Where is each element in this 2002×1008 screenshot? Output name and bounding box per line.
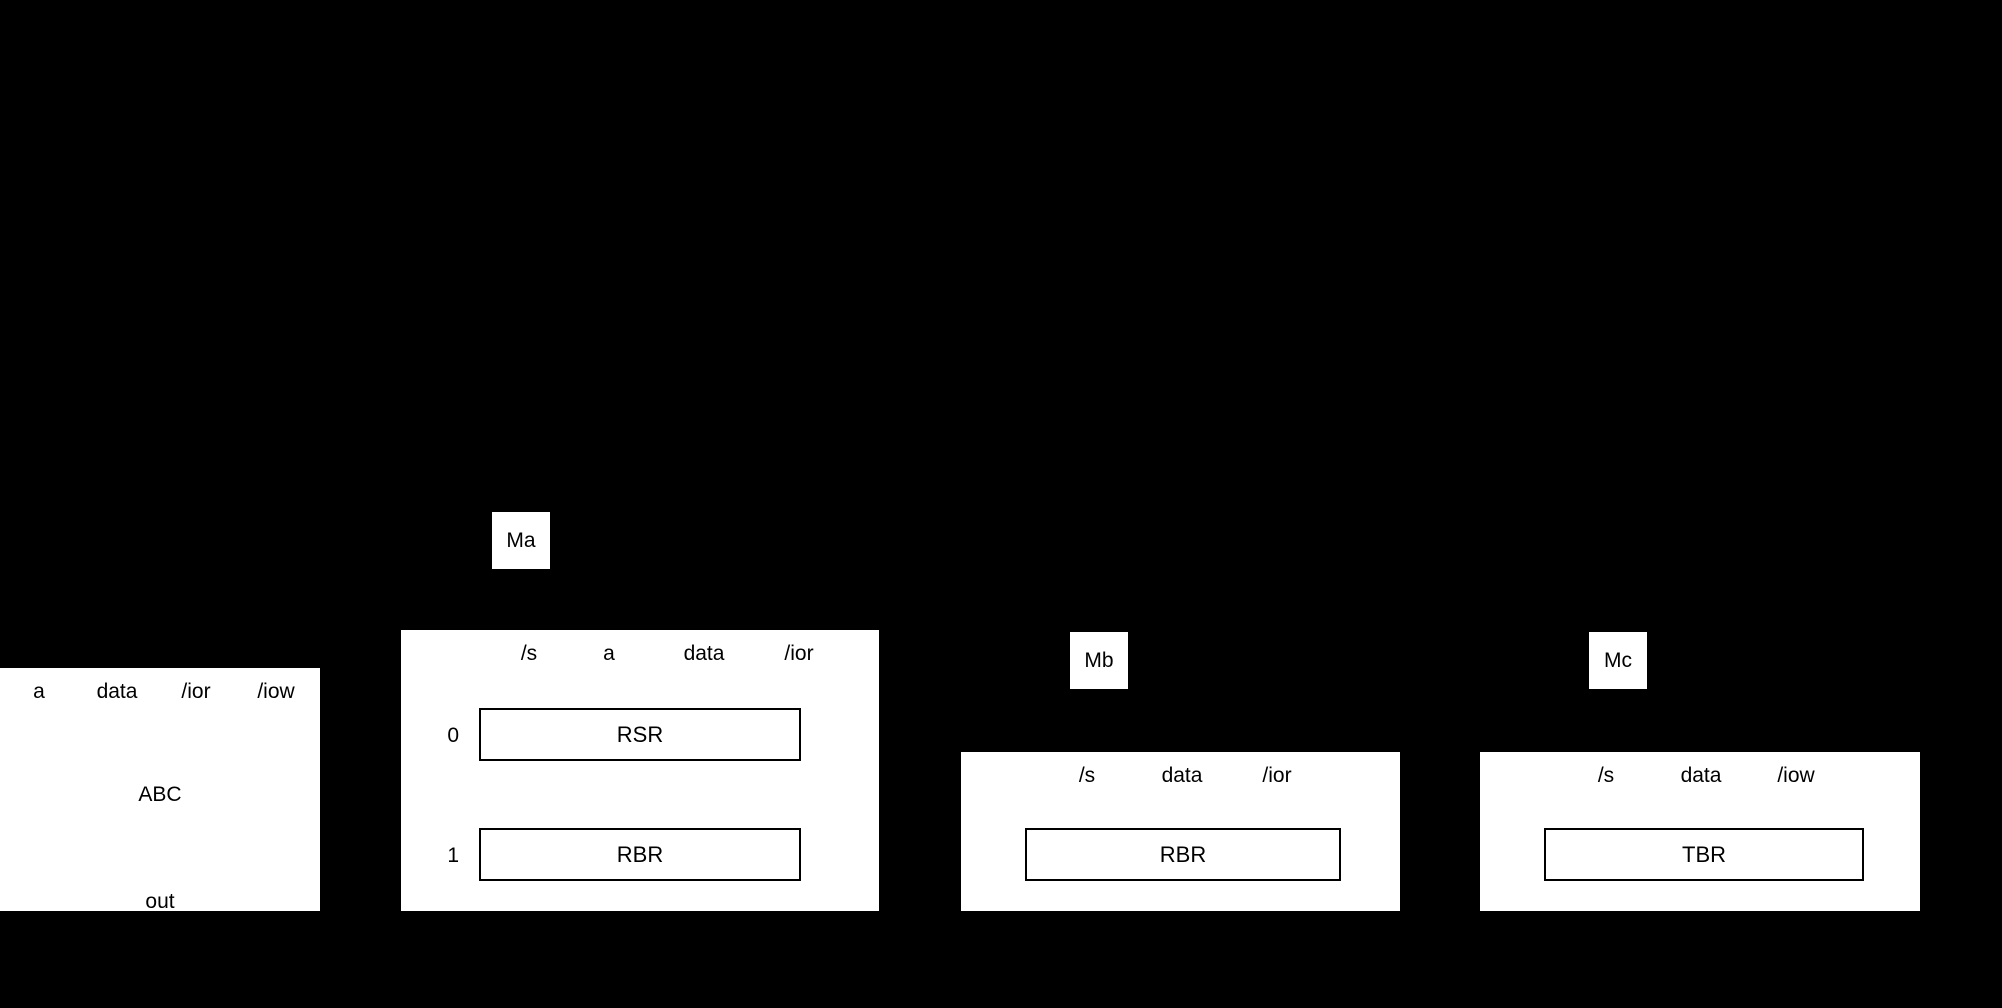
block-ma xyxy=(401,630,879,911)
pin-a: a xyxy=(33,680,45,703)
block-abc-center-label: ABC xyxy=(138,783,182,806)
pin-iow: /iow xyxy=(1777,764,1815,787)
register-rbr-mb xyxy=(1025,828,1341,881)
register-rsr-label: RSR xyxy=(616,721,664,747)
block-mc xyxy=(1480,752,1920,911)
block-abc-pins xyxy=(0,680,320,704)
block-ma-row-0-index: 0 xyxy=(447,724,459,747)
pin-data: data xyxy=(96,680,138,703)
register-rbr-ma-label: RBR xyxy=(616,841,664,867)
pin-data: data xyxy=(683,642,725,665)
block-mc-pins xyxy=(1566,764,1846,788)
block-abc-bottom-label: out xyxy=(145,890,175,913)
register-rbr-ma xyxy=(479,828,801,881)
tag-ma-label: Ma xyxy=(506,528,536,552)
block-mb-pins xyxy=(1047,764,1327,788)
pin-s: /s xyxy=(1597,764,1615,787)
tag-mb xyxy=(1070,632,1128,689)
pin-s: /s xyxy=(1078,764,1096,787)
tag-mc-label: Mc xyxy=(1604,648,1632,672)
tag-ma xyxy=(492,512,550,569)
tag-mb-label: Mb xyxy=(1084,648,1114,672)
pin-ior: /ior xyxy=(784,642,814,665)
pin-data: data xyxy=(1680,764,1722,787)
pin-ior: /ior xyxy=(181,680,211,703)
block-ma-row-1-index: 1 xyxy=(447,844,459,867)
block-mb xyxy=(961,752,1400,911)
tag-mc xyxy=(1589,632,1647,689)
block-abc xyxy=(0,668,320,911)
block-ma-pins xyxy=(489,642,879,666)
pin-s: /s xyxy=(520,642,538,665)
register-rbr-mb-label: RBR xyxy=(1159,841,1207,867)
pin-a: a xyxy=(603,642,615,665)
register-tbr-mc xyxy=(1544,828,1864,881)
pin-data: data xyxy=(1161,764,1203,787)
pin-ior: /ior xyxy=(1262,764,1292,787)
pin-iow: /iow xyxy=(257,680,295,703)
register-rsr xyxy=(479,708,801,761)
register-tbr-mc-label: TBR xyxy=(1682,841,1726,867)
